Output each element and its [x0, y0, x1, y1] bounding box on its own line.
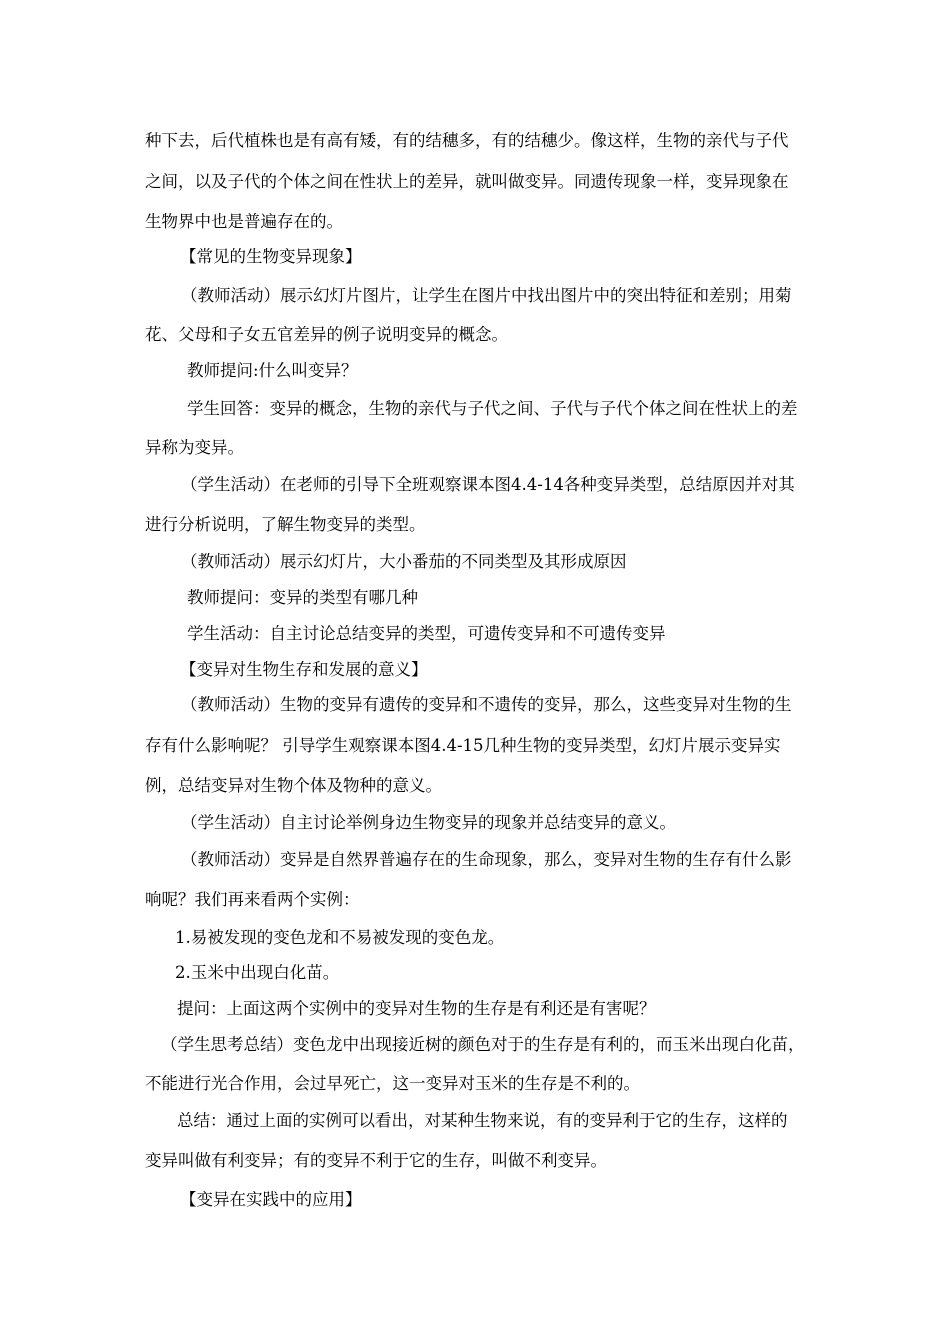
text-line: 学生回答：变异的概念，生物的亲代与子代之间、子代与子代个体之间在性状上的差: [187, 399, 798, 418]
text-line: 响呢？我们再来看两个实例：: [145, 890, 360, 909]
text-line: 之间，以及子代的个体之间在性状上的差异，就叫做变异。同遗传现象一样，变异现象在: [145, 172, 789, 191]
text-line: 教师提问:什么叫变异？: [187, 361, 358, 380]
text-line: （学生活动）自主讨论举例身边生物变异的现象并总结变异的意义。: [181, 813, 676, 832]
text-line: （教师活动）变异是自然界普遍存在的生命现象，那么，变异对生物的生存有什么影: [181, 850, 792, 869]
section-heading: 【变异对生物生存和发展的意义】: [180, 660, 428, 679]
text-line: 种下去，后代植株也是有高有矮，有的结穗多，有的结穗少。像这样，生物的亲代与子代: [145, 131, 789, 150]
text-line: 教师提问：变异的类型有哪几种: [187, 588, 418, 607]
text-line: （教师活动）生物的变异有遗传的变异和不遗传的变异，那么，这些变异对生物的生: [181, 695, 792, 714]
text-line: 例，总结变异对生物个体及物种的意义。: [145, 776, 442, 795]
text-line: 生物界中也是普遍存在的。: [145, 212, 343, 231]
text-line: 进行分析说明，了解生物变异的类型。: [145, 515, 426, 534]
text-line: 提问：上面这两个实例中的变异对生物的生存是有利还是有害呢？: [177, 999, 656, 1018]
text-line: 总结：通过上面的实例可以看出，对某种生物来说，有的变异利于它的生存，这样的: [177, 1111, 788, 1130]
text-line: （教师活动）展示幻灯片，大小番茄的不同类型及其形成原因: [181, 552, 627, 571]
text-line: 存有什么影响呢？ 引导学生观察课本图4.4-15几种生物的变异类型，幻灯片展示变异实: [145, 736, 781, 755]
list-item: 1.易被发现的变色龙和不易被发现的变色龙。: [175, 928, 505, 947]
text-line: （学生活动）在老师的引导下全班观察课本图4.4-14各种变异类型，总结原因并对其: [181, 475, 795, 494]
text-line: （学生思考总结）变色龙中出现接近树的颜色对于的生存是有利的，而玉米出现白化苗，: [161, 1035, 805, 1054]
section-heading: 【变异在实践中的应用】: [180, 1190, 362, 1209]
text-line: 变异叫做有利变异；有的变异不利于它的生存，叫做不利变异。: [145, 1151, 607, 1170]
text-line: 不能进行光合作用，会过早死亡，这一变异对玉米的生存是不利的。: [145, 1074, 640, 1093]
section-heading: 【常见的生物变异现象】: [180, 247, 362, 266]
list-item: 2.玉米中出现白化苗。: [175, 963, 340, 982]
text-line: 花、父母和子女五官差异的例子说明变异的概念。: [145, 325, 508, 344]
text-line: 异称为变异。: [145, 438, 244, 457]
text-line: 学生活动：自主讨论总结变异的类型，可遗传变异和不可遗传变异: [187, 624, 666, 643]
text-line: （教师活动）展示幻灯片图片，让学生在图片中找出图片中的突出特征和差别；用菊: [181, 286, 792, 305]
